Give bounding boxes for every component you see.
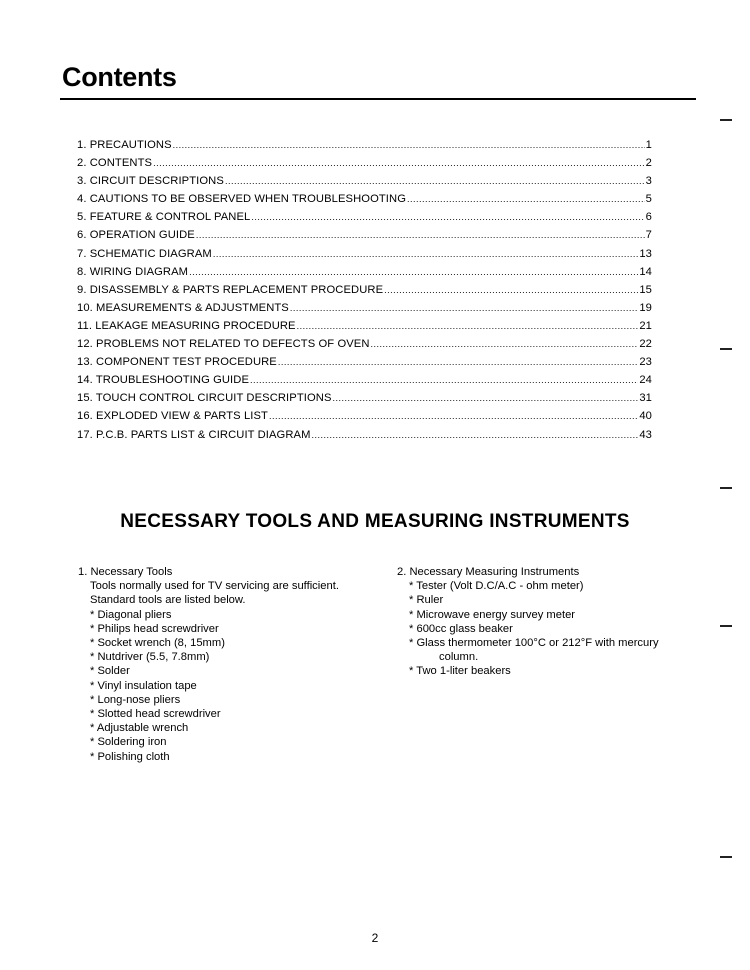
toc-entry-page: 40 — [639, 410, 652, 423]
toc-leader-dots — [213, 248, 639, 260]
toc-leader-dots — [278, 356, 638, 368]
list-item: * Nutdriver (5.5, 7.8mm) — [90, 650, 378, 664]
list-item: * 600cc glass beaker — [409, 622, 697, 636]
toc-entry-label: 16. EXPLODED VIEW & PARTS LIST — [77, 410, 268, 423]
toc-entry-label: 6. OPERATION GUIDE — [77, 229, 195, 242]
list-item: * Tester (Volt D.C/A.C - ohm meter) — [409, 579, 697, 593]
toc-entry-label: 14. TROUBLESHOOTING GUIDE — [77, 374, 250, 387]
toc-entry — [77, 284, 652, 302]
toc-entry-label: 8. WIRING DIAGRAM — [77, 265, 189, 278]
toc-leader-dots — [225, 175, 645, 187]
toc-entry — [77, 429, 652, 447]
list-item: * Soldering iron — [90, 735, 378, 749]
tools-title: 1. Necessary Tools — [78, 566, 173, 578]
toc-entry-label: 2. CONTENTS — [77, 157, 153, 170]
measuring-instruments-section — [397, 565, 697, 679]
toc-leader-dots — [153, 157, 645, 169]
toc-entry-label: 12. PROBLEMS NOT RELATED TO DEFECTS OF OVEN — [77, 338, 370, 351]
scan-margin-mark — [720, 119, 732, 121]
toc-entry-page: 19 — [639, 301, 652, 314]
toc-leader-dots — [384, 284, 638, 296]
table-of-contents — [77, 139, 652, 447]
scan-margin-mark — [720, 856, 732, 858]
toc-entry-page: 23 — [639, 356, 652, 369]
toc-entry-label: 1. PRECAUTIONS — [77, 139, 172, 151]
toc-entry-page: 43 — [639, 428, 652, 441]
toc-entry — [77, 193, 652, 211]
toc-entry — [77, 320, 652, 338]
toc-entry — [77, 338, 652, 356]
list-item: * Long-nose pliers — [90, 693, 378, 707]
toc-leader-dots — [251, 211, 644, 223]
toc-leader-dots — [290, 302, 638, 314]
toc-entry-page: 31 — [639, 392, 652, 405]
toc-entry — [77, 392, 652, 410]
toc-entry — [77, 157, 652, 175]
toc-leader-dots — [371, 338, 639, 350]
toc-leader-dots — [189, 266, 638, 278]
toc-entry-label: 9. DISASSEMBLY & PARTS REPLACEMENT PROCEDURE — [77, 283, 384, 296]
list-item: * Philips head screwdriver — [90, 622, 378, 636]
toc-entry-label: 4. CAUTIONS TO BE OBSERVED WHEN TROUBLESHOOTING — [77, 193, 406, 206]
toc-entry — [77, 374, 652, 392]
toc-entry-page: 24 — [639, 374, 652, 387]
tools-note: Tools normally used for TV servicing are sufficient. — [90, 580, 339, 593]
list-item: * Solder — [90, 664, 378, 678]
scan-margin-mark — [720, 348, 732, 350]
toc-entry-label: 17. P.C.B. PARTS LIST & CIRCUIT DIAGRAM — [77, 428, 311, 441]
toc-entry-page: 15 — [639, 283, 652, 296]
toc-entry-label: 7. SCHEMATIC DIAGRAM — [77, 247, 212, 260]
toc-entry — [77, 211, 652, 229]
toc-entry-page: 3 — [645, 175, 652, 188]
toc-entry — [77, 410, 652, 428]
toc-entry-label: 15. TOUCH CONTROL CIRCUIT DESCRIPTIONS — [77, 392, 332, 405]
instruments-title: 2. Necessary Measuring Instruments — [397, 566, 580, 578]
list-item: * Adjustable wrench — [90, 721, 378, 735]
toc-entry-page: 1 — [645, 139, 652, 151]
toc-entry-label: 13. COMPONENT TEST PROCEDURE — [77, 356, 277, 369]
list-item: * Glass thermometer 100°C or 212°F with mercury — [409, 636, 697, 650]
toc-leader-dots — [196, 229, 645, 241]
toc-entry — [77, 229, 652, 247]
toc-entry-label: 5. FEATURE & CONTROL PANEL — [77, 211, 251, 224]
toc-leader-dots — [312, 429, 639, 441]
list-item: * Polishing cloth — [90, 750, 378, 764]
title-rule — [60, 98, 696, 100]
tools-note: Standard tools are listed below. — [90, 594, 246, 607]
toc-entry-page: 13 — [639, 247, 652, 260]
necessary-tools-section — [78, 565, 378, 764]
toc-entry-page: 7 — [645, 229, 652, 242]
toc-leader-dots — [297, 320, 639, 332]
toc-leader-dots — [333, 392, 639, 404]
list-item: * Two 1-liter beakers — [409, 664, 697, 678]
page-number: 2 — [371, 931, 379, 945]
toc-entry — [77, 266, 652, 284]
toc-entry-page: 2 — [645, 157, 652, 170]
scan-margin-mark — [720, 487, 732, 489]
toc-entry-label: 3. CIRCUIT DESCRIPTIONS — [77, 175, 224, 188]
toc-entry — [77, 139, 652, 157]
page-title: Contents — [62, 62, 177, 92]
toc-entry-page: 14 — [639, 265, 652, 278]
toc-leader-dots — [407, 193, 645, 205]
scan-margin-mark — [720, 625, 732, 627]
list-item: * Ruler — [409, 593, 697, 607]
toc-entry-page: 5 — [645, 193, 652, 206]
toc-entry-page: 21 — [639, 319, 652, 332]
toc-entry-page: 22 — [639, 338, 652, 351]
toc-entry — [77, 175, 652, 193]
list-item: * Socket wrench (8, 15mm) — [90, 636, 378, 650]
toc-leader-dots — [250, 374, 638, 386]
toc-entry-label: 11. LEAKAGE MEASURING PROCEDURE — [77, 319, 296, 332]
toc-leader-dots — [269, 410, 638, 422]
list-item: * Vinyl insulation tape — [90, 679, 378, 693]
toc-entry-label: 10. MEASUREMENTS & ADJUSTMENTS — [77, 301, 289, 314]
toc-entry — [77, 248, 652, 266]
toc-leader-dots — [173, 139, 645, 151]
tools-list — [78, 608, 378, 764]
list-item: * Microwave energy survey meter — [409, 608, 697, 622]
section-heading: NECESSARY TOOLS AND MEASURING INSTRUMENTS — [120, 511, 630, 532]
list-item: * Slotted head screwdriver — [90, 707, 378, 721]
toc-entry — [77, 302, 652, 320]
toc-entry — [77, 356, 652, 374]
instruments-list — [397, 579, 697, 678]
list-item: * Diagonal pliers — [90, 608, 378, 622]
toc-entry-page: 6 — [645, 211, 652, 224]
list-item-continuation: column. — [439, 651, 479, 664]
